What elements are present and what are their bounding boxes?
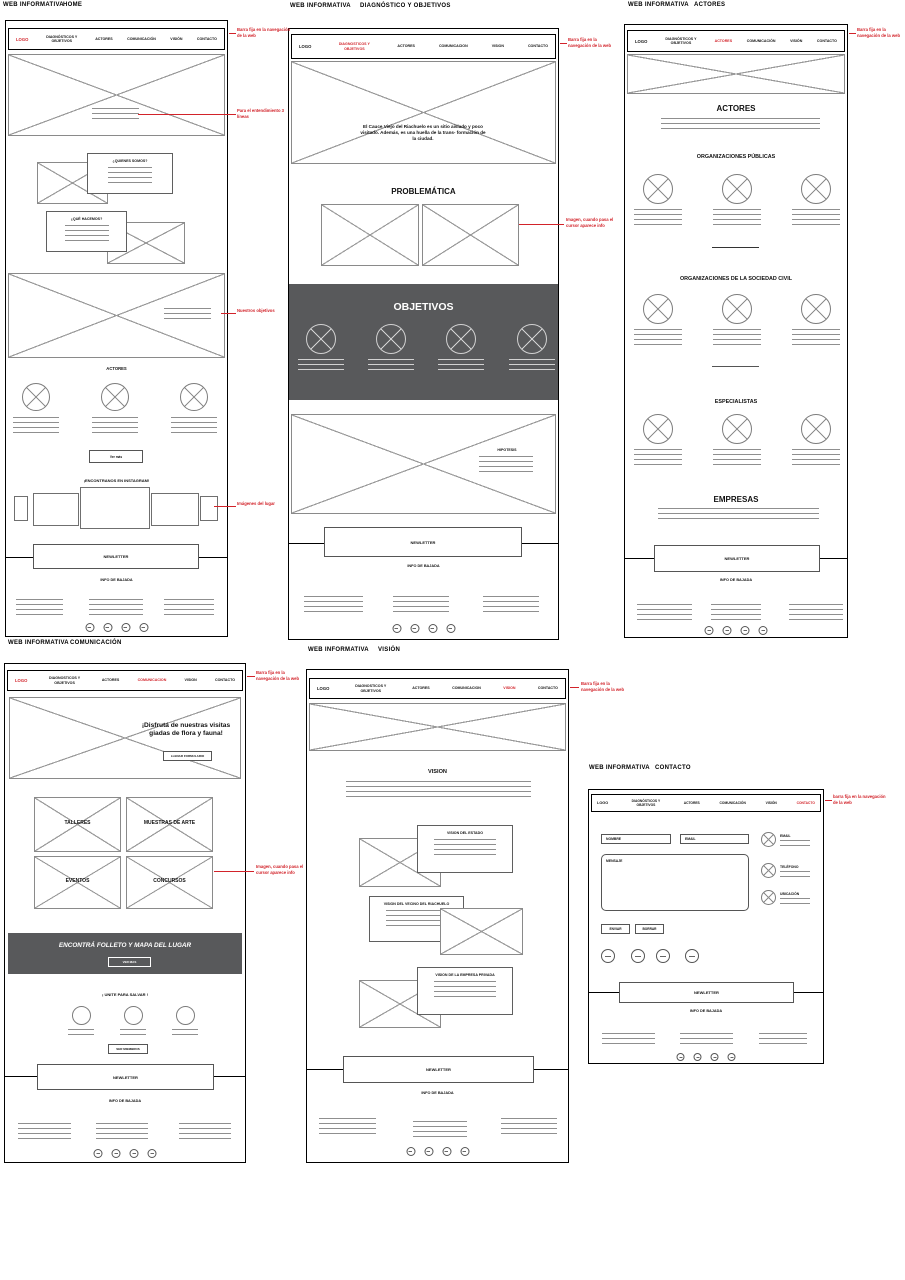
nav-item-vision[interactable]: VISION xyxy=(491,44,504,49)
hipotesis-text-lines xyxy=(479,456,533,474)
footer-column-lines xyxy=(501,1118,557,1135)
org-civil-item xyxy=(709,294,765,345)
email-icon xyxy=(761,832,776,847)
vecino-image xyxy=(440,908,523,955)
org-publica-item xyxy=(788,174,844,225)
footer-column-lines xyxy=(637,604,692,621)
actor-placeholder xyxy=(87,383,143,433)
section-divider xyxy=(712,247,759,248)
avatar-placeholder-icon xyxy=(722,414,752,444)
especialista-item xyxy=(709,414,765,465)
unite-item xyxy=(170,1006,200,1039)
hero-image-placeholder xyxy=(9,697,241,779)
text-lines xyxy=(13,417,59,433)
annotation-line xyxy=(214,506,236,507)
footer-social-row xyxy=(705,626,768,635)
unite-item xyxy=(118,1006,148,1039)
nav-item-actores[interactable]: ACTORES xyxy=(412,686,430,691)
text-lines xyxy=(438,359,484,374)
nav-item-comunicacion[interactable]: COMUNICACIÓN xyxy=(127,36,156,41)
problematica-image[interactable] xyxy=(321,204,419,266)
carousel-image[interactable] xyxy=(33,493,79,526)
especialistas-title: ESPECIALISTAS xyxy=(714,399,758,405)
avatar-placeholder-icon xyxy=(101,383,129,411)
logo[interactable]: LOGO xyxy=(15,678,28,683)
annotation-line xyxy=(138,114,236,115)
telefono-icon xyxy=(761,863,776,878)
footer-social-row xyxy=(392,624,455,633)
avatar-placeholder-icon xyxy=(722,174,752,204)
sheet-brand: WEB INFORMATIVA xyxy=(628,2,689,8)
annotation-line xyxy=(825,800,832,801)
footer-column-lines xyxy=(304,596,363,614)
objetivos-band xyxy=(289,284,558,400)
text-lines xyxy=(713,449,761,465)
text-lines xyxy=(780,840,810,848)
home-frame xyxy=(5,20,228,637)
footer-info-label: INFO DE BAJADA xyxy=(108,1099,142,1103)
text-lines xyxy=(434,981,496,997)
org-civil-item xyxy=(788,294,844,345)
quienes-title: ¿QUIENES SOMOS? xyxy=(112,159,148,163)
avatar-placeholder-icon xyxy=(643,294,673,324)
nav-item-diagnosticos[interactable]: DIAGNÓSTICOS Y OBJETIVOS xyxy=(631,798,661,807)
annotation-nav-note: Barra fija en la navegación de la web xyxy=(237,27,291,38)
social-icon[interactable] xyxy=(694,1053,702,1061)
objetivo-item xyxy=(363,324,419,374)
nav-item-contacto[interactable]: CONTACTO xyxy=(796,800,815,805)
home-navbar xyxy=(8,28,225,50)
empresas-title: EMPRESAS xyxy=(713,495,759,504)
footer-column-lines xyxy=(96,1123,148,1140)
carousel-image-main[interactable] xyxy=(80,487,150,529)
actores-frame xyxy=(624,24,848,638)
text-lines xyxy=(780,871,810,879)
nav-item-vision[interactable]: VISION xyxy=(184,678,197,683)
vision-navbar xyxy=(309,678,566,699)
eventos-label: EVENTOS xyxy=(65,878,90,884)
social-icon[interactable] xyxy=(442,1147,451,1156)
avatar-placeholder-icon xyxy=(180,383,208,411)
contacto-frame xyxy=(588,789,824,1064)
annotation-line xyxy=(247,676,255,677)
email-field[interactable]: EMAIL xyxy=(680,834,749,844)
annotation-nav-note: Barra fija en la navegación de la web xyxy=(256,670,300,681)
vision-frame xyxy=(306,669,569,1163)
footer-info-label: INFO DE BAJADA xyxy=(100,578,133,582)
nav-item-comunicacion[interactable]: COMUNICACION xyxy=(452,686,481,691)
nav-item-contacto[interactable]: CONTACTO xyxy=(816,38,837,43)
text-lines xyxy=(713,209,761,225)
actores-section-title: ACTORES xyxy=(106,366,127,371)
hero-text-lines xyxy=(92,108,139,122)
footer-column-lines xyxy=(18,1123,71,1140)
social-icon[interactable] xyxy=(656,949,670,963)
footer-column-lines xyxy=(179,1123,231,1140)
folleto-title: ENCONTRÁ FOLLETO Y MAPA DEL LUGAR xyxy=(58,942,192,949)
social-icon[interactable] xyxy=(759,626,768,635)
instagram-title: ¡ENCONTRANOS EN INSTAGRAM! xyxy=(83,478,150,483)
footer-column-lines xyxy=(89,599,143,616)
section-divider xyxy=(712,366,759,367)
concursos-label: CONCURSOS xyxy=(153,878,186,884)
text-lines xyxy=(634,209,682,225)
sheet-page-actores: ACTORES xyxy=(694,2,726,8)
objetivo-icon xyxy=(376,324,406,354)
actor-placeholder xyxy=(166,383,222,433)
nav-item-diagnosticos[interactable]: DIAGNOSTICOS Y OBJETIVOS xyxy=(338,42,370,51)
logo[interactable]: LOGO xyxy=(299,44,312,49)
text-lines xyxy=(792,449,840,465)
text-lines xyxy=(713,329,761,345)
footer-social-row xyxy=(94,1149,157,1158)
text-lines xyxy=(298,359,344,374)
annotation-nav-note: Barra fija en la navegación de la web xyxy=(857,27,901,38)
footer-column-lines xyxy=(789,604,843,621)
social-icon[interactable] xyxy=(121,623,130,632)
nav-item-vision[interactable]: VISION xyxy=(503,686,516,691)
footer-column-lines xyxy=(759,1033,807,1047)
avatar-placeholder-icon xyxy=(801,174,831,204)
vecino-title: VISION DEL VECINO DEL RIACHUELO xyxy=(383,902,450,906)
sheet-page-diagnostico: DIAGNÓSTICO Y OBJETIVOS xyxy=(360,3,451,9)
social-icon[interactable] xyxy=(723,626,732,635)
hero-image-placeholder xyxy=(627,54,845,94)
text-lines xyxy=(171,417,217,433)
objetivo-icon xyxy=(517,324,547,354)
social-icon[interactable] xyxy=(148,1149,157,1158)
logo[interactable]: LOGO xyxy=(317,686,330,691)
carousel-image[interactable] xyxy=(14,496,28,521)
mensaje-field[interactable]: MENSAJE xyxy=(601,854,749,911)
social-icon[interactable] xyxy=(406,1147,415,1156)
text-lines xyxy=(108,167,152,183)
org-publica-item xyxy=(709,174,765,225)
objetivo-icon xyxy=(306,324,336,354)
nav-item-actores[interactable]: ACTORES xyxy=(95,36,113,41)
newsletter-box[interactable]: NEWLETTER xyxy=(37,1064,214,1090)
social-icon[interactable] xyxy=(705,626,714,635)
text-lines xyxy=(120,1029,146,1039)
comunicacion-navbar xyxy=(7,670,243,691)
text-lines xyxy=(68,1029,94,1039)
hacemos-card xyxy=(46,211,127,252)
hacemos-title: ¿QUÉ HACEMOS? xyxy=(70,217,103,221)
sheet-page-vision: VISIÓN xyxy=(378,647,401,653)
social-icon[interactable] xyxy=(112,1149,121,1158)
social-icon[interactable] xyxy=(94,1149,103,1158)
newsletter-box[interactable]: NEWLETTER xyxy=(33,544,199,569)
problematica-title: PROBLEMÁTICA xyxy=(391,187,456,196)
sheet-brand: WEB INFORMATIVA xyxy=(290,3,351,9)
logo[interactable]: LOGO xyxy=(16,36,29,42)
ver-mas-button[interactable]: VER MAS xyxy=(108,957,151,967)
diagnostico-frame xyxy=(288,28,559,640)
empresas-text-lines xyxy=(658,508,819,523)
text-lines xyxy=(172,1029,198,1039)
objetivos-title: OBJETIVOS xyxy=(393,301,454,313)
text-lines xyxy=(509,359,555,374)
nav-item-contacto[interactable]: CONTACTO xyxy=(527,44,548,49)
avatar-placeholder-icon xyxy=(643,174,673,204)
text-lines xyxy=(386,910,448,926)
sheet-page-comunicacion: COMUNICACIÓN xyxy=(70,640,122,646)
annotation-line xyxy=(849,33,856,34)
text-lines xyxy=(780,898,810,906)
estado-title: VISION DEL ESTADO xyxy=(446,831,483,835)
objetivo-item xyxy=(433,324,489,374)
borrar-button[interactable]: BORRAR xyxy=(635,924,664,934)
sociedad-title: ORGANIZACIONES DE LA SOCIEDAD CIVIL xyxy=(679,276,793,282)
org-publica-item xyxy=(630,174,686,225)
newsletter-box[interactable]: NEWLETTER xyxy=(343,1056,534,1083)
nav-item-contacto[interactable]: CONTACTO xyxy=(196,36,217,41)
nav-item-comunicacion[interactable]: COMUNICACION xyxy=(137,678,167,683)
footer-column-lines xyxy=(164,599,214,616)
annotation-hover-note: Imagen, cuando pasa el cursor aparece info xyxy=(256,864,304,875)
hero-text: El Cauce Viejo del Riachuelo es un sitio aislado y poco visitado. Además, es una huella de la trans- formación de la ciudad. xyxy=(360,124,486,142)
newsletter-box[interactable]: NEWLETTER xyxy=(654,545,820,572)
diagnostico-navbar xyxy=(291,34,556,59)
logo[interactable]: LOGO xyxy=(635,38,648,44)
nombre-field[interactable]: NOMBRE xyxy=(601,834,671,844)
footer-info-label: INFO DE BAJADA xyxy=(421,1091,454,1095)
sheet-page-contacto: CONTACTO xyxy=(655,765,691,771)
text-lines xyxy=(792,329,840,345)
circle-placeholder-icon xyxy=(72,1006,91,1025)
quienes-card xyxy=(87,153,173,194)
llenar-formulario-button[interactable]: LLENAR FORMULARIO xyxy=(163,751,212,761)
annotation-objetivos-note: Nuestros objetivos xyxy=(237,308,275,313)
hipotesis-label: HIPOTESIS xyxy=(497,448,517,452)
footer-column-lines xyxy=(319,1118,376,1135)
social-icon[interactable] xyxy=(446,624,455,633)
sheet-brand: WEB INFORMATIVA xyxy=(308,647,369,653)
hero-image-placeholder xyxy=(291,61,556,164)
carousel-image[interactable] xyxy=(151,493,199,526)
problematica-image[interactable] xyxy=(422,204,519,266)
social-icon[interactable] xyxy=(728,1053,736,1061)
text-lines xyxy=(368,359,414,374)
social-icon[interactable] xyxy=(103,623,112,632)
nav-item-vision[interactable]: VISIÓN xyxy=(765,800,777,805)
annotation-line xyxy=(570,687,579,688)
hero-text: ¡Disfrutá de nuestras visitas giadas de flora y fauna! xyxy=(141,722,231,737)
sheet-brand: WEB INFORMATIVA xyxy=(8,640,69,646)
avatar-placeholder-icon xyxy=(643,414,673,444)
talleres-label: TALLERES xyxy=(64,820,91,826)
annotation-line xyxy=(221,313,236,314)
especialista-item xyxy=(788,414,844,465)
newsletter-box[interactable]: NEWLETTER xyxy=(619,982,794,1003)
contacto-navbar xyxy=(591,794,821,812)
footer-column-lines xyxy=(483,596,539,614)
circle-placeholder-icon xyxy=(176,1006,195,1025)
nav-item-vision[interactable]: VISIÓN xyxy=(170,36,183,41)
ubicacion-icon xyxy=(761,890,776,905)
text-lines xyxy=(65,225,109,241)
social-icon[interactable] xyxy=(130,1149,139,1158)
nav-item-comunicacion[interactable]: COMUNICACIÓN xyxy=(719,800,746,805)
text-lines xyxy=(634,449,682,465)
footer-column-lines xyxy=(680,1033,733,1047)
vision-title: VISION xyxy=(428,769,447,775)
nav-item-actores[interactable]: ACTORES xyxy=(101,678,120,683)
annotation-nav-note: Barra fija en la navegación de la web xyxy=(581,681,625,692)
annotation-line xyxy=(519,224,564,225)
muestras-label: MUESTRAS DE ARTE xyxy=(143,820,196,826)
ver-mas-button[interactable]: Ver más xyxy=(89,450,143,463)
avatar-placeholder-icon xyxy=(22,383,50,411)
footer-column-lines xyxy=(16,599,63,616)
social-icon[interactable] xyxy=(139,623,148,632)
hero-image-placeholder xyxy=(309,703,566,751)
nav-item-comunicacion[interactable]: COMUNICACIÓN xyxy=(746,38,776,43)
text-lines xyxy=(634,329,682,345)
telefono-info-label: TELÉFONO xyxy=(780,865,799,869)
footer-info-label: INFO DE BAJADA xyxy=(719,578,753,582)
social-icon[interactable] xyxy=(741,626,750,635)
footer-social-row xyxy=(677,1053,736,1061)
folleto-band xyxy=(8,933,242,974)
footer-column-lines xyxy=(711,604,761,621)
especialista-item xyxy=(630,414,686,465)
empresa-title: VISION DE LA EMPRESA PRIVADA xyxy=(435,973,495,977)
nav-item-diagnosticos[interactable]: DIAGNÓSTICOS Y OBJETIVOS xyxy=(46,34,78,43)
social-icon[interactable] xyxy=(85,623,94,632)
footer-column-lines xyxy=(413,1121,467,1138)
social-icon[interactable] xyxy=(424,1147,433,1156)
carousel-image[interactable] xyxy=(200,496,218,521)
annotation-hero-note: Para el entendimiento 3 líneas xyxy=(237,108,285,119)
footer-column-lines xyxy=(393,596,449,614)
nav-item-diagnosticos[interactable]: DIAGNOSTICOS Y OBJETIVOS xyxy=(355,684,387,693)
annotation-line xyxy=(214,871,254,872)
social-icon[interactable] xyxy=(631,949,645,963)
hero-image-placeholder xyxy=(8,54,225,136)
ser-miembros-button[interactable]: SER MIEMBROS xyxy=(108,1044,148,1054)
email-info-label: EMAIL xyxy=(780,834,791,838)
nav-item-actores[interactable]: ACTORES xyxy=(683,800,700,805)
newsletter-box[interactable]: NEWLETTER xyxy=(324,527,522,557)
social-icon[interactable] xyxy=(677,1053,685,1061)
avatar-placeholder-icon xyxy=(722,294,752,324)
annotation-line xyxy=(229,33,236,34)
text-lines xyxy=(792,209,840,225)
nav-item-contacto[interactable]: CONTACTO xyxy=(214,678,235,683)
actor-placeholder xyxy=(8,383,64,433)
social-icon[interactable] xyxy=(685,949,699,963)
circle-placeholder-icon xyxy=(124,1006,143,1025)
social-icon[interactable] xyxy=(460,1147,469,1156)
enviar-button[interactable]: ENVIAR xyxy=(601,924,630,934)
footer-column-lines xyxy=(602,1033,655,1047)
text-lines xyxy=(92,417,138,433)
logo[interactable]: LOGO xyxy=(597,801,609,805)
nav-item-contacto[interactable]: CONTACTO xyxy=(537,686,558,691)
annotation-nav-note: barra fija en la navegación de la web xyxy=(833,794,886,805)
nav-item-diagnosticos[interactable]: DIAGNÓSTICOS Y OBJETIVOS xyxy=(665,36,697,45)
footer-info-label: INFO DE BAJADA xyxy=(689,1009,723,1013)
unite-title: ¡ UNITE PARA SALVAR ! xyxy=(102,992,148,997)
social-icon[interactable] xyxy=(428,624,437,633)
social-icon[interactable] xyxy=(601,949,615,963)
nav-item-vision[interactable]: VISIÓN xyxy=(790,38,803,43)
actores-navbar xyxy=(627,30,845,52)
empresa-card xyxy=(417,967,513,1015)
nav-item-actores[interactable]: ACTORES xyxy=(714,38,733,43)
avatar-placeholder-icon xyxy=(801,414,831,444)
avatar-placeholder-icon xyxy=(801,294,831,324)
objetivo-item xyxy=(504,324,560,374)
annotation-instagram-note: Imágenes del lugar xyxy=(237,501,275,506)
nav-item-comunicacion[interactable]: COMUNICACION xyxy=(438,44,468,49)
intro-text-lines xyxy=(346,781,531,798)
unite-item xyxy=(66,1006,96,1039)
objetivo-icon xyxy=(446,324,476,354)
sheet-page-home: HOME xyxy=(63,2,83,8)
social-icon[interactable] xyxy=(392,624,401,633)
org-civil-item xyxy=(630,294,686,345)
nav-item-actores[interactable]: ACTORES xyxy=(397,44,415,49)
objetivos-text-lines xyxy=(164,308,211,323)
text-lines xyxy=(434,839,496,855)
objetivo-item xyxy=(293,324,349,374)
social-icon[interactable] xyxy=(711,1053,719,1061)
intro-text-lines xyxy=(661,118,820,133)
footer-social-row xyxy=(85,623,148,632)
sheet-brand: WEB INFORMATIVA xyxy=(3,2,64,8)
nav-item-diagnosticos[interactable]: DIAGNOSTICOS Y OBJETIVOS xyxy=(49,676,81,685)
annotation-line xyxy=(560,43,567,44)
social-icon[interactable] xyxy=(410,624,419,633)
actores-title: ACTORES xyxy=(716,104,756,113)
publicas-title: ORGANIZACIONES PÚBLICAS xyxy=(696,154,776,160)
annotation-nav-note: Barra fija en la navegación de la web xyxy=(568,37,612,48)
comunicacion-frame xyxy=(4,663,246,1163)
sheet-brand: WEB INFORMATIVA xyxy=(589,765,650,771)
estado-card xyxy=(417,825,513,873)
footer-info-label: INFO DE BAJADA xyxy=(407,564,440,568)
annotation-hover-note: Imagen, cuando pasa el cursor aparece info xyxy=(566,217,614,228)
footer-social-row xyxy=(406,1147,469,1156)
ubicacion-info-label: UBICACIÓN xyxy=(780,892,800,896)
